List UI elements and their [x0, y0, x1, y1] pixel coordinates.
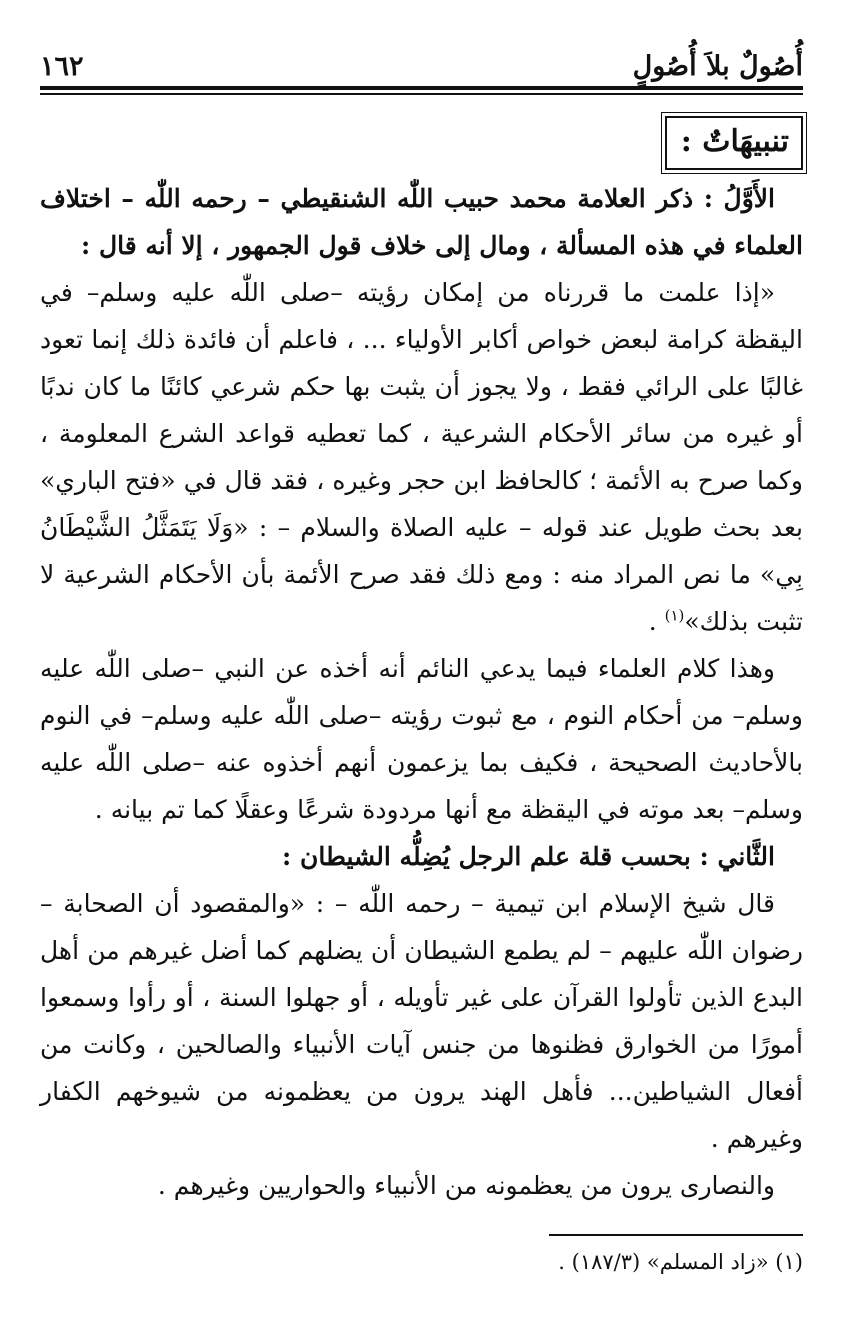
paragraph-nasara: والنصارى يرون من يعظمونه من الأنبياء والحواريين وغيرهم . — [157, 1171, 775, 1200]
body-text — [40, 175, 803, 1209]
page-number: ١٦٢ — [40, 51, 84, 82]
running-header — [40, 36, 803, 80]
quote-end: . — [648, 607, 665, 636]
paragraph-second-note: الثَّاني : بحسب قلة علم الرجل يُضِلُّه الشيطان : — [282, 842, 775, 871]
header-rule-thin — [40, 93, 803, 95]
footnote-marker: (١) — [664, 606, 685, 625]
paragraph-quote-shinqiti — [40, 269, 803, 645]
footnote: (١) «زاد المسلم» (١٨٧/٣) . — [558, 1250, 803, 1274]
paragraph-first-note: الأَوَّلُ : ذكر العلامة محمد حبيب اللّٰه الشنقيطي – رحمه اللّٰه – اختلاف العلماء في هذه المسألة ، ومال إلى خلاف قول الجمهور ، إلا أنه قال : — [40, 184, 803, 260]
header-rule-thick — [40, 86, 803, 90]
paragraph-commentary: وهذا كلام العلماء فيما يدعي النائم أنه أخذه عن النبي –صلى اللّٰه عليه وسلم– من أحكام النوم ، مع ثبوت رؤيته –صلى اللّٰه عليه وسلم– في النوم بالأحاديث الصحيحة ، فكيف بما يزعمون أنهم أخذوه عنه –صلى اللّٰه عليه وسلم– بعد موته في اليقظة مع أنها مردودة شرعًا وعقلًا كما تم بيانه . — [40, 654, 803, 824]
section-heading: تنبيهَاتٌ : — [665, 116, 803, 170]
footnote-rule — [549, 1234, 803, 1236]
paragraph-ibn-taymiyyah: قال شيخ الإسلام ابن تيمية – رحمه اللّٰه – : «والمقصود أن الصحابة – رضوان اللّٰه عليهم – لم يطمع الشيطان أن يضلهم كما أضل غيرهم من أهل البدع الذين تأولوا القرآن على غير تأويله ، أو جهلوا السنة ، أو رأوا وسمعوا أمورًا من الخوارق فظنوها من جنس آيات الأنبياء والصالحين ، وكانت من أفعال الشياطين... فأهل الهند يرون من يعظمونه من شيوخهم الكفار وغيرهم . — [40, 889, 803, 1153]
running-title: أُصُولٌ بلاَ أُصُولٍ — [632, 51, 803, 82]
quote-text: «إذا علمت ما قررناه من إمكان رؤيته –صلى اللّٰه عليه وسلم– في اليقظة كرامة لبعض خواص أكابر الأولياء ... ، فاعلم أن فائدة ذلك إنما تعود غالبًا على الرائي فقط ، ولا يجوز أن يثبت بها حكم شرعي كائنًا ما كان ندبًا أو غيره من سائر الأحكام الشرعية ، كما تعطيه قواعد الشرع المعلومة ، وكما صرح به الأئمة ؛ كالحافظ ابن حجر وغيره ، فقد قال في «فتح الباري» بعد بحث طويل عند قوله – عليه الصلاة والسلام – : «وَلَا يَتَمَثَّلُ الشَّيْطَانُ بِي» ما نص المراد منه : ومع ذلك فقد صرح الأئمة بأن الأحكام الشرعية لا تثبت بذلك» — [40, 278, 803, 636]
